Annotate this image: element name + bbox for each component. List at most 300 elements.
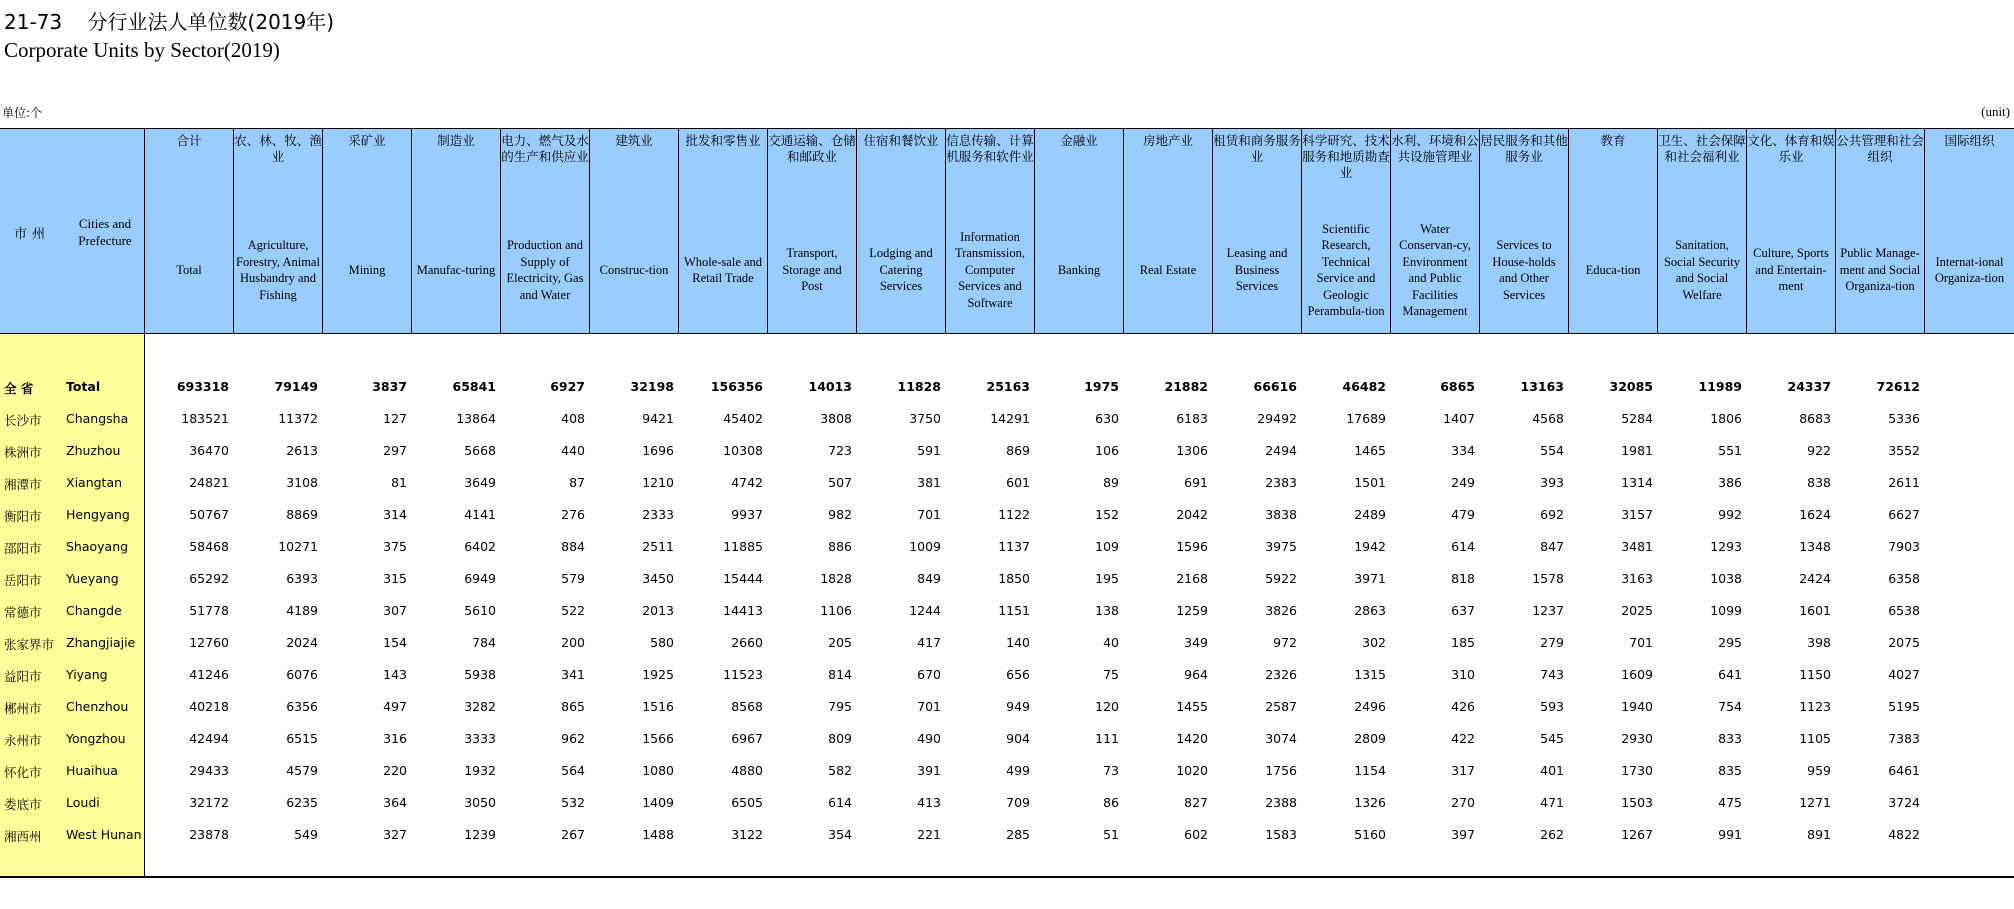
table-cell: 2809 — [1354, 731, 1386, 746]
table-cell: 656 — [1006, 667, 1030, 682]
table-cell: 795 — [828, 699, 852, 714]
table-cell: 13864 — [456, 411, 496, 426]
row-label-en: Shaoyang — [66, 539, 129, 554]
table-cell: 1237 — [1532, 603, 1564, 618]
table-cell: 21882 — [1164, 379, 1208, 394]
table-cell: 614 — [828, 795, 852, 810]
table-cell: 579 — [561, 571, 585, 586]
table-cell: 6505 — [731, 795, 763, 810]
table-row — [0, 660, 2014, 692]
row-label-cn: 邵阳市 — [4, 541, 42, 556]
table-cell: 959 — [1807, 763, 1831, 778]
table-cell: 1488 — [642, 827, 674, 842]
table-cell: 1267 — [1621, 827, 1653, 842]
table-cell: 593 — [1540, 699, 1564, 714]
table-cell: 601 — [1006, 475, 1030, 490]
table-cell: 3649 — [464, 475, 496, 490]
table-cell: 6402 — [464, 539, 496, 554]
table-cell: 2611 — [1888, 475, 1920, 490]
table-cell: 2013 — [642, 603, 674, 618]
table-cell: 1455 — [1176, 699, 1208, 714]
column-header-cn: 农、林、牧、渔业 — [234, 133, 322, 164]
table-cell: 267 — [561, 827, 585, 842]
column-header-en — [145, 215, 233, 325]
table-cell: 1099 — [1710, 603, 1742, 618]
table-cell: 833 — [1718, 731, 1742, 746]
table-cell: 109 — [1095, 539, 1119, 554]
column-header — [234, 129, 323, 333]
column-header — [501, 129, 590, 333]
table-cell: 14291 — [990, 411, 1030, 426]
column-header-cn: 科学研究、技术服务和地质勘查业 — [1302, 133, 1390, 180]
column-header-en-text: Construc-tion — [599, 262, 669, 277]
table-cell: 50767 — [189, 507, 229, 522]
table-cell: 814 — [828, 667, 852, 682]
table-cell: 6949 — [464, 571, 496, 586]
column-header-en — [1213, 215, 1301, 325]
table-cell: 490 — [917, 731, 941, 746]
table-cell: 2326 — [1265, 667, 1297, 682]
table-cell: 2489 — [1354, 507, 1386, 522]
row-label-cn: 衡阳市 — [4, 509, 42, 524]
table-cell: 4742 — [731, 475, 763, 490]
column-header-en-text: Internat-ional Organiza-tion — [1934, 254, 2005, 285]
page-title-cn: 21-73 分行业法人单位数(2019年) — [4, 10, 335, 34]
column-header-en-text: Real Estate — [1139, 262, 1197, 277]
table-row — [0, 404, 2014, 436]
table-cell: 1348 — [1799, 539, 1831, 554]
column-header-en-text: Production and Supply of Electricity, Gas and Water — [506, 238, 584, 302]
column-header-cn: 交通运输、仓储和邮政业 — [768, 133, 856, 164]
column-header-cn: 采矿业 — [348, 133, 386, 148]
row-label-en: Yiyang — [66, 667, 108, 682]
table-cell: 2333 — [642, 507, 674, 522]
table-cell: 827 — [1184, 795, 1208, 810]
table-cell: 73 — [1103, 763, 1119, 778]
column-header-en-text: Information Transmission, Computer Services and Software — [954, 229, 1026, 310]
table-bottom-rule — [0, 876, 2014, 878]
column-header — [1480, 129, 1569, 333]
table-cell: 89 — [1103, 475, 1119, 490]
table-cell: 1259 — [1176, 603, 1208, 618]
table-cell: 1009 — [909, 539, 941, 554]
table-cell: 1420 — [1176, 731, 1208, 746]
table-cell: 262 — [1540, 827, 1564, 842]
column-header-en-text: Scientific Research, Technical Service and Geologic Perambula-tion — [1307, 221, 1385, 318]
table-cell: 847 — [1540, 539, 1564, 554]
table-cell: 3481 — [1621, 539, 1653, 554]
table-cell: 3163 — [1621, 571, 1653, 586]
table-cell: 1080 — [642, 763, 674, 778]
table-cell: 297 — [383, 443, 407, 458]
table-cell: 532 — [561, 795, 585, 810]
column-header-en — [1035, 215, 1123, 325]
table-cell: 317 — [1451, 763, 1475, 778]
table-cell: 602 — [1184, 827, 1208, 842]
column-header — [1302, 129, 1391, 333]
table-cell: 4579 — [286, 763, 318, 778]
table-cell: 5195 — [1888, 699, 1920, 714]
table-row — [0, 756, 2014, 788]
table-cell: 2613 — [286, 443, 318, 458]
table-cell: 709 — [1006, 795, 1030, 810]
table-row — [0, 788, 2014, 820]
table-cell: 1106 — [820, 603, 852, 618]
table-body — [0, 334, 2014, 877]
column-header-en — [1658, 215, 1746, 325]
table-cell: 327 — [383, 827, 407, 842]
column-header-en-text: Transport, Storage and Post — [782, 246, 842, 294]
table-cell: 11523 — [723, 667, 763, 682]
column-header-en-text: Leasing and Business Services — [1226, 246, 1288, 294]
table-cell: 58468 — [189, 539, 229, 554]
column-header-en-text: Agriculture, Forestry, Animal Husbandry and Fishing — [236, 238, 320, 302]
column-header-en-text: Whole-sale and Retail Trade — [683, 254, 763, 285]
table-cell: 24821 — [189, 475, 229, 490]
table-cell: 4141 — [464, 507, 496, 522]
table-cell: 397 — [1451, 827, 1475, 842]
table-cell: 185 — [1451, 635, 1475, 650]
table-cell: 6183 — [1176, 411, 1208, 426]
row-label-en: Yongzhou — [66, 731, 126, 746]
table-row — [0, 628, 2014, 660]
table-cell: 6927 — [550, 379, 585, 394]
table-cell: 2075 — [1888, 635, 1920, 650]
column-header-en-text: Mining — [348, 262, 386, 277]
table-cell: 1828 — [820, 571, 852, 586]
table-cell: 1940 — [1621, 699, 1653, 714]
table-cell: 7903 — [1888, 539, 1920, 554]
table-cell: 551 — [1718, 443, 1742, 458]
table-cell: 315 — [383, 571, 407, 586]
column-header-en — [501, 215, 589, 325]
table-cell: 154 — [383, 635, 407, 650]
table-cell: 8869 — [286, 507, 318, 522]
table-cell: 5336 — [1888, 411, 1920, 426]
table-cell: 205 — [828, 635, 852, 650]
table-cell: 270 — [1451, 795, 1475, 810]
table-cell: 279 — [1540, 635, 1564, 650]
table-cell: 549 — [294, 827, 318, 842]
table-cell: 591 — [917, 443, 941, 458]
table-cell: 2042 — [1176, 507, 1208, 522]
table-cell: 582 — [828, 763, 852, 778]
table-cell: 2863 — [1354, 603, 1386, 618]
table-cell: 564 — [561, 763, 585, 778]
table-cell: 1975 — [1084, 379, 1119, 394]
table-cell: 3450 — [642, 571, 674, 586]
table-cell: 295 — [1718, 635, 1742, 650]
table-cell: 354 — [828, 827, 852, 842]
table-cell: 1730 — [1621, 763, 1653, 778]
column-header-en — [1302, 215, 1390, 325]
table-cell: 4880 — [731, 763, 763, 778]
column-header-en — [1124, 215, 1212, 325]
table-cell: 6865 — [1440, 379, 1475, 394]
table-cell: 6393 — [286, 571, 318, 586]
column-header — [145, 129, 234, 333]
column-header-cn: 租赁和商务服务业 — [1213, 133, 1301, 164]
table-cell: 398 — [1807, 635, 1831, 650]
table-cell: 6515 — [286, 731, 318, 746]
table-cell: 891 — [1807, 827, 1831, 842]
table-cell: 670 — [917, 667, 941, 682]
table-cell: 81 — [391, 475, 407, 490]
table-cell: 6461 — [1888, 763, 1920, 778]
table-cell: 1151 — [998, 603, 1030, 618]
table-cell: 14013 — [808, 379, 852, 394]
row-header-cn: 市州 — [14, 227, 51, 242]
column-header-cn: 合计 — [176, 133, 202, 148]
table-cell: 417 — [917, 635, 941, 650]
row-label-en: Zhuzhou — [66, 443, 121, 458]
row-label-cn: 岳阳市 — [4, 573, 42, 588]
column-header-en — [1747, 215, 1835, 325]
table-cell: 1925 — [642, 667, 674, 682]
table-cell: 471 — [1540, 795, 1564, 810]
table-cell: 1942 — [1354, 539, 1386, 554]
table-cell: 310 — [1451, 667, 1475, 682]
table-cell: 7383 — [1888, 731, 1920, 746]
row-label-cn: 郴州市 — [4, 701, 42, 716]
table-cell: 2496 — [1354, 699, 1386, 714]
table-cell: 2660 — [731, 635, 763, 650]
column-header-cn: 公共管理和社会组织 — [1836, 133, 1924, 164]
table-cell: 972 — [1273, 635, 1297, 650]
table-cell: 32198 — [630, 379, 674, 394]
table-cell: 25163 — [986, 379, 1030, 394]
table-cell: 6358 — [1888, 571, 1920, 586]
table-cell: 991 — [1718, 827, 1742, 842]
table-cell: 220 — [383, 763, 407, 778]
table-cell: 499 — [1006, 763, 1030, 778]
table-cell: 1407 — [1443, 411, 1475, 426]
column-header-cn: 住宿和餐饮业 — [863, 133, 939, 148]
table-cell: 1501 — [1354, 475, 1386, 490]
column-header-cn: 信息传输、计算机服务和软件业 — [946, 133, 1034, 164]
table-cell: 992 — [1718, 507, 1742, 522]
table-cell: 1020 — [1176, 763, 1208, 778]
table-cell: 1696 — [642, 443, 674, 458]
table-cell: 637 — [1451, 603, 1475, 618]
table-cell: 2587 — [1265, 699, 1297, 714]
table-cell: 475 — [1718, 795, 1742, 810]
table-cell: 1932 — [464, 763, 496, 778]
table-cell: 3826 — [1265, 603, 1297, 618]
row-label-cn: 永州市 — [4, 733, 42, 748]
column-header-en — [234, 215, 322, 325]
table-cell: 949 — [1006, 699, 1030, 714]
table-cell: 507 — [828, 475, 852, 490]
table-cell: 1239 — [464, 827, 496, 842]
table-cell: 51 — [1103, 827, 1119, 842]
table-cell: 24337 — [1787, 379, 1831, 394]
table-cell: 249 — [1451, 475, 1475, 490]
table-cell: 884 — [561, 539, 585, 554]
table-cell: 426 — [1451, 699, 1475, 714]
table-row — [0, 532, 2014, 564]
table-cell: 10308 — [723, 443, 763, 458]
table-cell: 66616 — [1253, 379, 1297, 394]
table-cell: 13163 — [1520, 379, 1564, 394]
table-cell: 11989 — [1698, 379, 1742, 394]
table-cell: 276 — [561, 507, 585, 522]
table-cell: 9421 — [642, 411, 674, 426]
table-cell: 79149 — [274, 379, 318, 394]
table-cell: 818 — [1451, 571, 1475, 586]
table-cell: 8683 — [1799, 411, 1831, 426]
table-cell: 106 — [1095, 443, 1119, 458]
column-header — [946, 129, 1035, 333]
column-header-cn: 文化、体育和娱乐业 — [1747, 133, 1835, 164]
table-cell: 554 — [1540, 443, 1564, 458]
row-label-cn: 全 省 — [4, 381, 34, 396]
table-cell: 5160 — [1354, 827, 1386, 842]
table-cell: 641 — [1718, 667, 1742, 682]
row-label-cn: 娄底市 — [4, 797, 42, 812]
table-cell: 10271 — [278, 539, 318, 554]
table-cell: 3552 — [1888, 443, 1920, 458]
column-header-en-text: Total — [176, 262, 202, 277]
table-cell: 65841 — [452, 379, 496, 394]
table-cell: 2511 — [642, 539, 674, 554]
table-row — [0, 564, 2014, 596]
row-label-en: Loudi — [66, 795, 100, 810]
table-cell: 1105 — [1799, 731, 1831, 746]
table-cell: 51778 — [189, 603, 229, 618]
table-cell: 2383 — [1265, 475, 1297, 490]
table-cell: 120 — [1095, 699, 1119, 714]
table-cell: 408 — [561, 411, 585, 426]
column-header-en — [1391, 215, 1479, 325]
table-cell: 75 — [1103, 667, 1119, 682]
table-cell: 375 — [383, 539, 407, 554]
table-cell: 1578 — [1532, 571, 1564, 586]
table-cell: 723 — [828, 443, 852, 458]
unit-label-en: (unit) — [1981, 104, 2010, 119]
table-cell: 2388 — [1265, 795, 1297, 810]
table-cell: 156356 — [710, 379, 763, 394]
table-cell: 138 — [1095, 603, 1119, 618]
table-cell: 630 — [1095, 411, 1119, 426]
row-label-en: Total — [66, 379, 101, 394]
table-row — [0, 820, 2014, 852]
table-cell: 614 — [1451, 539, 1475, 554]
table-cell: 2930 — [1621, 731, 1653, 746]
table-cell: 4189 — [286, 603, 318, 618]
table-cell: 1601 — [1799, 603, 1831, 618]
table-cell: 754 — [1718, 699, 1742, 714]
table-cell: 2024 — [286, 635, 318, 650]
column-header-en — [1569, 215, 1657, 325]
table-cell: 849 — [917, 571, 941, 586]
table-cell: 2424 — [1799, 571, 1831, 586]
table-cell: 1150 — [1799, 667, 1831, 682]
table-cell: 341 — [561, 667, 585, 682]
table-cell: 15444 — [723, 571, 763, 586]
column-header-en — [1836, 215, 1924, 325]
row-label-cn: 长沙市 — [4, 413, 42, 428]
table-cell: 4027 — [1888, 667, 1920, 682]
row-label-cn: 益阳市 — [4, 669, 42, 684]
column-header-cn: 电力、燃气及水的生产和供应业 — [501, 133, 589, 164]
table-header — [0, 128, 2014, 334]
table-cell: 869 — [1006, 443, 1030, 458]
table-cell: 982 — [828, 507, 852, 522]
column-header-en-text: Sanitation, Social Security and Social Welfare — [1663, 238, 1741, 302]
table-cell: 140 — [1006, 635, 1030, 650]
row-label-cn: 湘潭市 — [4, 477, 42, 492]
table-cell: 36470 — [189, 443, 229, 458]
table-cell: 221 — [917, 827, 941, 842]
table-cell: 743 — [1540, 667, 1564, 682]
table-cell: 962 — [561, 731, 585, 746]
table-cell: 316 — [383, 731, 407, 746]
column-header-en — [857, 215, 945, 325]
table-cell: 40218 — [189, 699, 229, 714]
table-cell: 3074 — [1265, 731, 1297, 746]
row-label-en: Changde — [66, 603, 122, 618]
table-cell: 17689 — [1346, 411, 1386, 426]
table-cell: 3971 — [1354, 571, 1386, 586]
table-cell: 45402 — [723, 411, 763, 426]
table-cell: 784 — [472, 635, 496, 650]
unit-label-cn: 单位:个 — [2, 106, 43, 120]
table-cell: 3108 — [286, 475, 318, 490]
column-header — [1925, 129, 2014, 333]
column-header — [1836, 129, 1925, 333]
table-cell: 835 — [1718, 763, 1742, 778]
table-cell: 6538 — [1888, 603, 1920, 618]
column-header-en — [679, 215, 767, 325]
table-cell: 401 — [1540, 763, 1564, 778]
table-cell: 3837 — [372, 379, 407, 394]
table-cell: 200 — [561, 635, 585, 650]
column-header — [1213, 129, 1302, 333]
table-row — [0, 596, 2014, 628]
row-label-cn: 株洲市 — [4, 445, 42, 460]
column-header — [1747, 129, 1836, 333]
table-cell: 87 — [569, 475, 585, 490]
table-cell: 3838 — [1265, 507, 1297, 522]
table-cell: 6967 — [731, 731, 763, 746]
table-cell: 14413 — [723, 603, 763, 618]
table-cell: 4822 — [1888, 827, 1920, 842]
column-header — [768, 129, 857, 333]
row-label-en: Huaihua — [66, 763, 118, 778]
table-cell: 1465 — [1354, 443, 1386, 458]
column-header-cn: 教育 — [1600, 133, 1626, 148]
table-row — [0, 436, 2014, 468]
column-header-en — [1480, 215, 1568, 325]
table-row — [0, 724, 2014, 756]
column-header — [1391, 129, 1480, 333]
column-header — [1658, 129, 1747, 333]
column-header-en-text: Manufac-turing — [416, 262, 496, 277]
table-cell: 5938 — [464, 667, 496, 682]
table-cell: 302 — [1362, 635, 1386, 650]
table-cell: 349 — [1184, 635, 1208, 650]
table-cell: 1315 — [1354, 667, 1386, 682]
table-cell: 691 — [1184, 475, 1208, 490]
table-cell: 1293 — [1710, 539, 1742, 554]
table-cell: 11885 — [723, 539, 763, 554]
row-label-cn: 湘西州 — [4, 829, 42, 844]
table-cell: 1038 — [1710, 571, 1742, 586]
table-cell: 41246 — [189, 667, 229, 682]
table-cell: 5922 — [1265, 571, 1297, 586]
row-label-cn: 常德市 — [4, 605, 42, 620]
